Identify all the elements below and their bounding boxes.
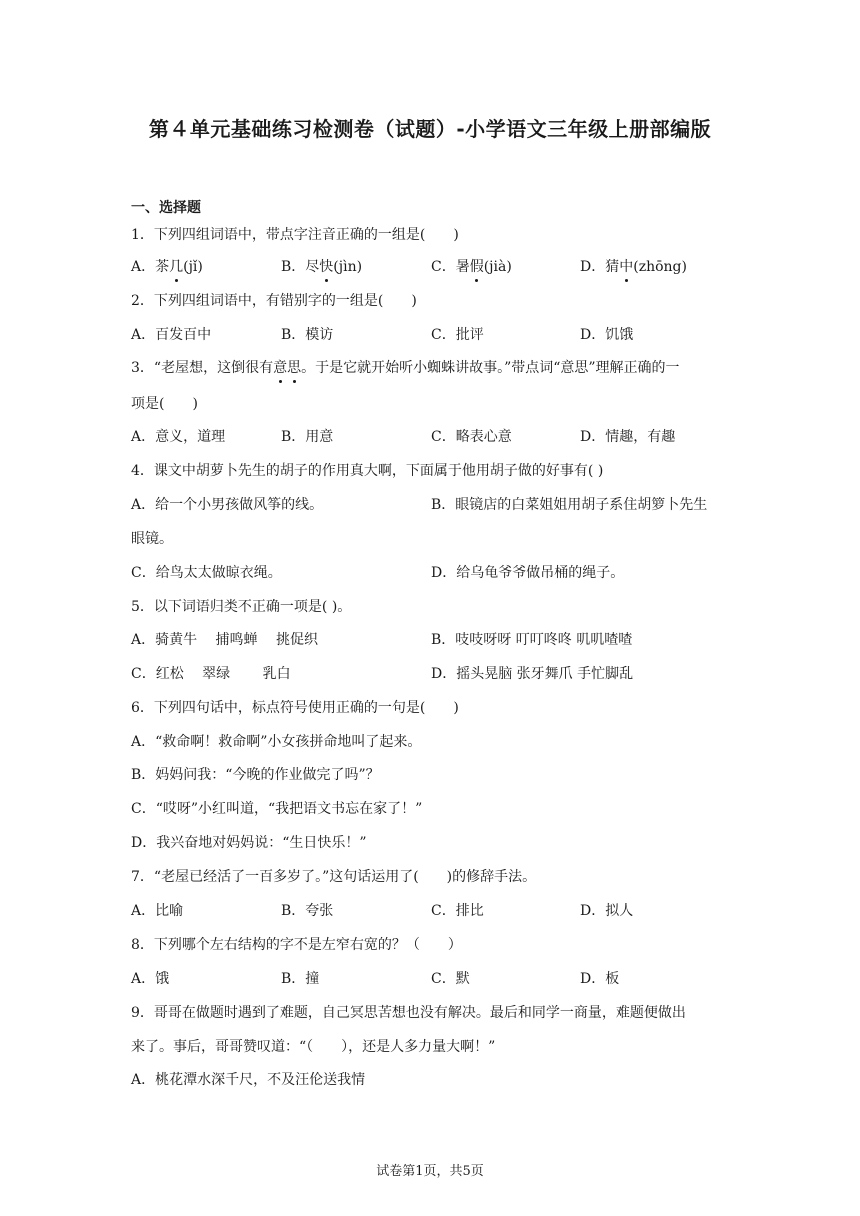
page-footer: 试卷第1页，共5页 (376, 1164, 484, 1179)
question-5: 5．以下词语归类不正确一项是( )。 (131, 599, 352, 615)
pinyin: (jǐ) (183, 259, 203, 275)
section-heading: 一、选择题 (131, 200, 201, 216)
option-prefix: B．尽 (281, 259, 320, 275)
q8-option-a[interactable]: A．饿 (131, 971, 170, 987)
dotted-char: 快 (319, 259, 334, 275)
q7-option-a[interactable]: A．比喻 (131, 903, 184, 919)
dotted-char: 思 (287, 360, 302, 376)
q7-option-c[interactable]: C．排比 (431, 903, 484, 919)
dotted-char: 意 (273, 360, 288, 376)
q1-option-d[interactable] (580, 258, 687, 276)
q3-option-b[interactable]: B．用意 (281, 429, 334, 445)
option-prefix: D．猜 (580, 259, 620, 275)
q7-option-b[interactable]: B．夸张 (281, 903, 334, 919)
question-3-cont: 项是( ) (131, 396, 198, 412)
q3-option-a[interactable]: A．意义，道理 (131, 429, 226, 445)
dotted-char: 几 (169, 259, 184, 275)
dotted-char: 假 (469, 259, 484, 275)
q6-option-c[interactable]: C．“哎呀”小红叫道，“我把语文书忘在家了！” (131, 801, 423, 817)
question-8: 8．下列哪个左右结构的字不是左窄右宽的？（ ） (131, 937, 462, 953)
q5-option-a[interactable]: A．骑黄牛 捕鸣蝉 挑促织 (131, 632, 319, 648)
page-title: 第４单元基础练习检测卷（试题）-小学语文三年级上册部编版 (148, 117, 712, 141)
q8-option-d[interactable]: D．板 (580, 971, 620, 987)
q3-stem-end: 。于是它就开始听小蜘蛛讲故事。”带点词“意思”理解正确的一 (301, 360, 680, 376)
pinyin: (jìn) (333, 259, 363, 275)
pinyin: (zhōng) (633, 259, 687, 275)
q4-option-a[interactable]: A．给一个小男孩做风筝的线。 (131, 497, 324, 513)
q7-option-d[interactable]: D．拟人 (580, 903, 634, 919)
q2-option-a[interactable]: A．百发百中 (131, 327, 212, 343)
q2-option-c[interactable]: C．批评 (431, 327, 484, 343)
q1-option-a[interactable] (131, 258, 203, 276)
question-7: 7．“老屋已经活了一百多岁了。”这句话运用了( )的修辞手法。 (131, 869, 537, 885)
q2-option-d[interactable]: D．饥饿 (580, 327, 634, 343)
q5-option-b[interactable]: B．吱吱呀呀 叮叮咚咚 叽叽喳喳 (431, 632, 633, 648)
option-prefix: A．茶 (131, 259, 170, 275)
question-6: 6．下列四句话中，标点符号使用正确的一句是( ) (131, 700, 459, 716)
q4-option-b-cont: 眼镜。 (131, 531, 173, 547)
q5-option-c[interactable]: C．红松 翠绿 乳白 (131, 666, 291, 682)
q3-option-d[interactable]: D．情趣，有趣 (580, 429, 676, 445)
q4-option-c[interactable]: C．给鸟太太做晾衣绳。 (131, 565, 282, 581)
q8-option-b[interactable]: B．撞 (281, 971, 320, 987)
q6-option-a[interactable]: A．“救命啊！救命啊”小女孩拼命地叫了起来。 (131, 734, 422, 750)
question-3 (131, 359, 680, 377)
question-9-cont: 来了。事后，哥哥赞叹道：“（ ），还是人多力量大啊！” (131, 1039, 496, 1055)
question-2: 2．下列四组词语中，有错别字的一组是( ) (131, 293, 417, 309)
option-prefix: C．暑 (431, 259, 470, 275)
dotted-char: 中 (619, 259, 634, 275)
q1-option-b[interactable] (281, 258, 362, 276)
question-4: 4．课文中胡萝卜先生的胡子的作用真大啊，下面属于他用胡子做的好事有( ) (131, 463, 604, 479)
q6-option-b[interactable]: B．妈妈问我：“今晚的作业做完了吗”？ (131, 767, 380, 783)
q4-option-d[interactable]: D．给乌龟爷爷做吊桶的绳子。 (431, 565, 625, 581)
q4-option-b[interactable]: B．眼镜店的白菜姐姐用胡子系住胡箩卜先生 (431, 497, 708, 513)
q6-option-d[interactable]: D．我兴奋地对妈妈说：“生日快乐！” (131, 835, 367, 851)
pinyin: (jià) (483, 259, 512, 275)
q1-option-c[interactable] (431, 258, 512, 276)
question-9: 9．哥哥在做题时遇到了难题，自己冥思苦想也没有解决。最后和同学一商量，难题便做出 (131, 1005, 686, 1021)
q3-stem-start: 3．“老屋想，这倒很有 (131, 360, 274, 376)
q5-option-d[interactable]: D．摇头晃脑 张牙舞爪 手忙脚乱 (431, 666, 634, 682)
q9-option-a[interactable]: A．桃花潭水深千尺，不及汪伦送我情 (131, 1072, 366, 1088)
q3-option-c[interactable]: C．略表心意 (431, 429, 512, 445)
q8-option-c[interactable]: C．默 (431, 971, 470, 987)
q2-option-b[interactable]: B．模访 (281, 327, 334, 343)
question-1: 1．下列四组词语中，带点字注音正确的一组是( ) (131, 227, 459, 243)
